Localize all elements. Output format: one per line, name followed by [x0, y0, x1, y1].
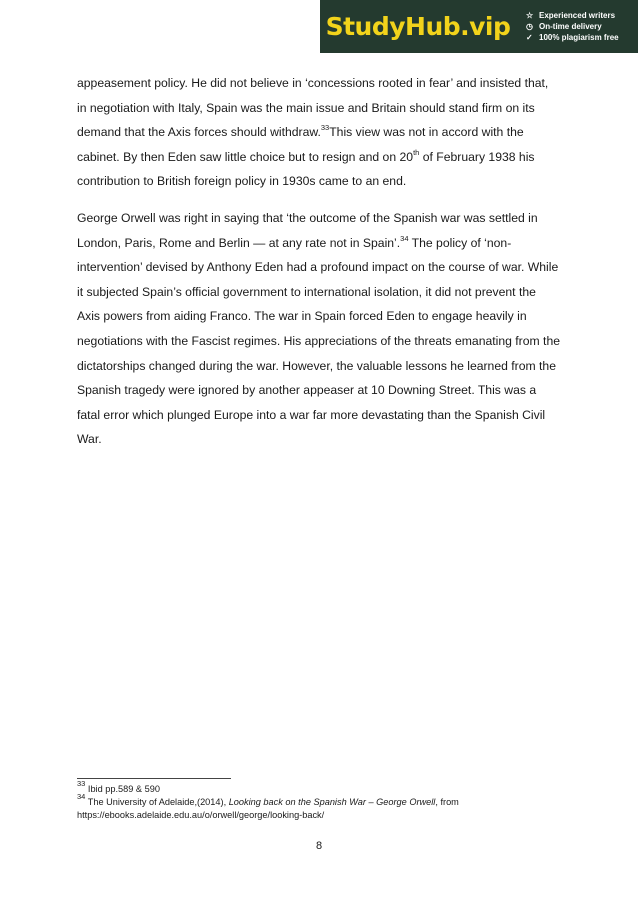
footnote-text: , from https://ebooks.adelaide.edu.au/o/orwell/george/looking-back/: [77, 797, 459, 820]
studyhub-logo: StudyHub.vip: [325, 12, 511, 41]
footnote-ref-34: 34: [400, 233, 409, 243]
star-icon: ☆: [526, 11, 534, 20]
paragraph-text: appeasement policy. He did not believe in ‘concessions rooted in fear’ and insisted that, in negotiation with Italy, Spain was the main issue and Britain should stand firm on its demand that the Axis forces should withdraw.: [77, 76, 549, 140]
footnote-number: 34: [77, 792, 86, 801]
paragraph-text: of February 1938 his contribution to British foreign policy in 1930s came to an end.: [77, 149, 535, 189]
banner-features: [516, 0, 638, 53]
badge-check-icon: ✓: [526, 33, 533, 42]
paragraph-text: George Orwell was right in saying that ‘the outcome of the Spanish war was settled in London, Paris, Rome and Berlin — at any rate not in Spain’.: [77, 210, 538, 250]
paragraph-2: [77, 206, 561, 452]
clock-icon: ◷: [526, 22, 533, 31]
banner-feature: [526, 11, 638, 20]
ordinal-suffix: th: [413, 147, 420, 157]
footnote-34: [77, 792, 561, 822]
footnote-title: Looking back on the Spanish War – George Orwell: [228, 797, 436, 807]
page-number: 8: [315, 840, 323, 852]
banner-feature-label: 100% plagiarism free: [539, 33, 619, 42]
footnotes: [77, 779, 561, 822]
banner-feature-label: On-time delivery: [539, 22, 602, 31]
footnote-number: 33: [77, 779, 86, 788]
paragraph-text: The policy of ‘non-intervention’ devised by Anthony Eden had a profound impact on the course of war. While it subjected Spain’s official government to international isolation, it did not prevent the Axis powers from aiding Franco. The war in Spain forced Eden to engage heavily in negotiations with the Fascist regimes. His appreciations of the threats emanating from the dictatorships changed during the war. However, the valuable lessons he learned from the Spanish tragedy were ignored by another appeaser at 10 Downing Street. This was a fatal error which plunged Europe into a war far more devastating than the Spanish Civil War.: [77, 235, 561, 447]
footnote-ref-33: 33: [320, 123, 330, 133]
banner-feature: [526, 33, 638, 42]
document-body: [77, 71, 561, 464]
studyhub-banner[interactable]: [320, 0, 638, 53]
footnote-text: Ibid pp.589 & 590: [85, 784, 160, 794]
footnote-text: The University of Adelaide,(2014),: [85, 797, 229, 807]
footnote-divider: [77, 778, 231, 779]
paragraph-text: This view was not in accord with the cabinet. By then Eden saw little choice but to resign and on 20: [77, 125, 524, 164]
paragraph-1: [77, 71, 561, 194]
banner-feature: [526, 22, 638, 31]
banner-feature-label: Experienced writers: [539, 11, 616, 20]
footnote-33: [77, 779, 561, 796]
